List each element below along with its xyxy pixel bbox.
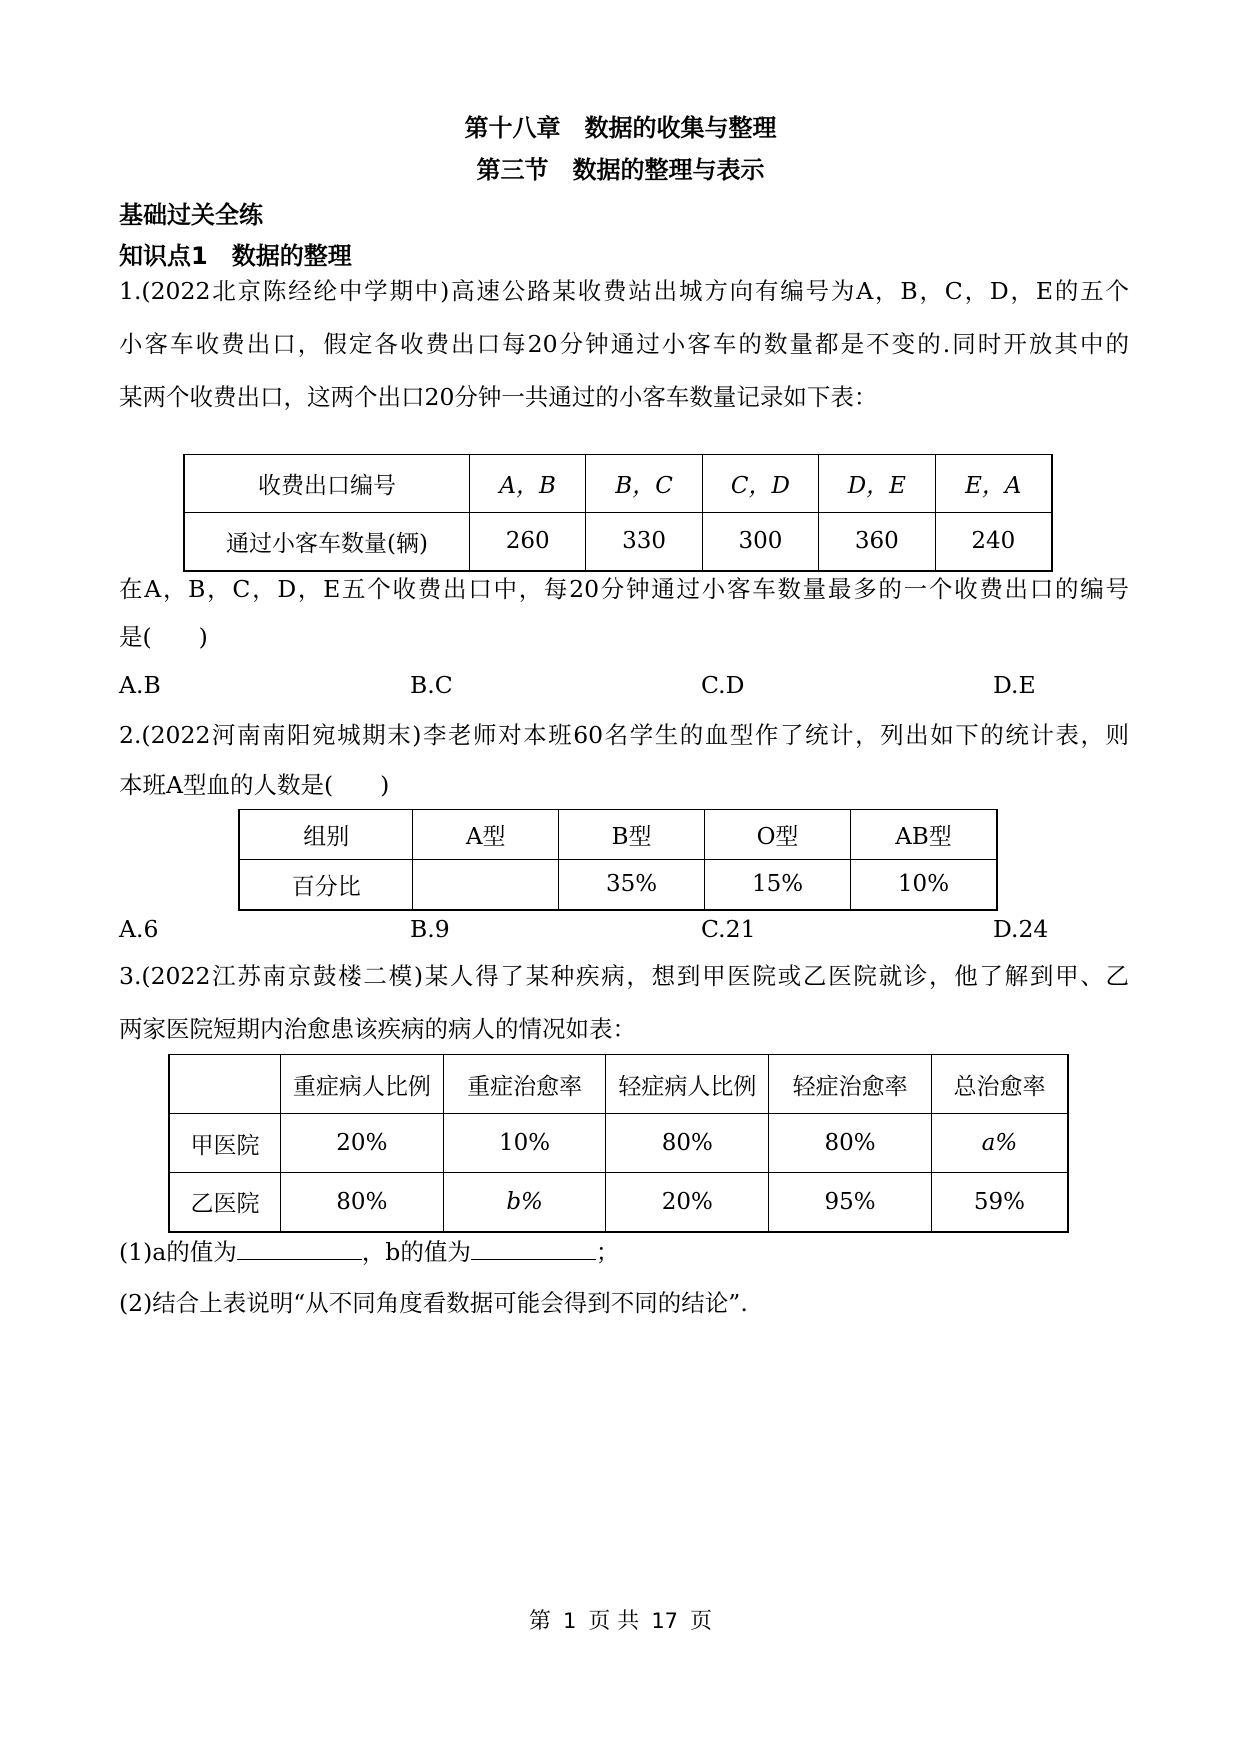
table-cell: A型: [413, 810, 559, 860]
question-1-line-1: 1.(2022北京陈经纶中学期中)高速公路某收费站出城方向有编号为A，B，C，D，E的五个: [119, 277, 1129, 305]
question-2-option-c[interactable]: C.21: [701, 915, 756, 943]
footer-prefix: 第: [528, 1609, 551, 1634]
table-cell: B，C: [586, 455, 702, 513]
table-row: [169, 1114, 1068, 1173]
table-cell: 15%: [705, 860, 851, 910]
question-2-line-1: 2.(2022河南南阳宛城期末)李老师对本班60名学生的血型作了统计，列出如下的统计表，则: [119, 721, 1129, 749]
question-2-option-d[interactable]: D.24: [993, 915, 1049, 943]
question-1-option-a[interactable]: A.B: [119, 671, 161, 699]
question-2-line-2: 本班A型血的人数是( ): [119, 771, 390, 799]
footer-page-number: 1: [562, 1609, 577, 1633]
question-1-prompt-line-1: 在A，B，C，D，E五个收费出口中，每20分钟通过小客车数量最多的一个收费出口的编号: [119, 575, 1129, 603]
table-row: [184, 513, 1052, 571]
answer-blank-a[interactable]: [237, 1237, 362, 1260]
question-1-line-2: 小客车收费出口，假定各收费出口每20分钟通过小客车的数量都是不变的.同时开放其中的: [119, 330, 1129, 358]
table-cell: 10%: [850, 860, 997, 910]
table-cell: 总治愈率: [931, 1055, 1068, 1114]
table-cell: 轻症病人比例: [606, 1055, 769, 1114]
table-cell: O型: [705, 810, 851, 860]
table-cell: 80%: [281, 1173, 444, 1232]
question-3-line-1: 3.(2022江苏南京鼓楼二模)某人得了某种疾病，想到甲医院或乙医院就诊，他了解到甲、乙: [119, 962, 1129, 990]
question-3-line-2: 两家医院短期内治愈患该疾病的病人的情况如表：: [119, 1015, 636, 1043]
table-cell: 重症治愈率: [443, 1055, 606, 1114]
question-1-line-3: 某两个收费出口，这两个出口20分钟一共通过的小客车数量记录如下表：: [119, 383, 878, 411]
table-cell: 20%: [606, 1173, 769, 1232]
question-1-prompt-line-2: 是( ): [119, 623, 208, 651]
table-cell: 330: [586, 513, 702, 571]
table-row: [169, 1173, 1068, 1232]
footer-total-pages: 17: [651, 1609, 679, 1633]
table-cell: 260: [469, 513, 585, 571]
table-cell: 35%: [559, 860, 705, 910]
table-cell: AB型: [850, 810, 997, 860]
table-cell: 百分比: [239, 860, 413, 910]
question-3-part-2: (2)结合上表说明“从不同角度看数据可能会得到不同的结论”.: [119, 1289, 748, 1317]
footer-suffix: 页: [690, 1609, 713, 1634]
part-1-label-a: (1)a的值为: [119, 1238, 237, 1266]
table-cell: B型: [559, 810, 705, 860]
knowledge-point-heading: 知识点1 数据的整理: [119, 242, 352, 270]
table-cell: 95%: [769, 1173, 932, 1232]
question-1-table: [183, 454, 1053, 572]
table-cell: 80%: [769, 1114, 932, 1173]
table-cell: [413, 860, 559, 910]
table-cell: b%: [443, 1173, 606, 1232]
question-2-option-b[interactable]: B.9: [410, 915, 450, 943]
table-cell: [169, 1055, 281, 1114]
part-1-end: ；: [595, 1238, 620, 1266]
footer-middle: 页 共: [588, 1609, 640, 1634]
exercise-set-heading: 基础过关全练: [119, 201, 263, 229]
question-2-stem: [119, 720, 1129, 823]
table-cell: E，A: [935, 455, 1052, 513]
table-row: [184, 455, 1052, 513]
table-cell: 20%: [281, 1114, 444, 1173]
question-1-option-d[interactable]: D.E: [993, 671, 1036, 699]
section-title: 第三节 数据的整理与表示: [476, 156, 765, 184]
answer-blank-b[interactable]: [471, 1237, 596, 1260]
table-row: [239, 860, 997, 910]
table-cell: 240: [935, 513, 1052, 571]
question-2-option-a[interactable]: A.6: [119, 915, 159, 943]
table-cell: 收费出口编号: [184, 455, 469, 513]
table-cell: 轻症治愈率: [769, 1055, 932, 1114]
table-cell: 重症病人比例: [281, 1055, 444, 1114]
chapter-title: 第十八章 数据的收集与整理: [464, 114, 777, 142]
table-row: [169, 1055, 1068, 1114]
table-cell: a%: [931, 1114, 1068, 1173]
table-cell: 360: [819, 513, 935, 571]
table-cell: 组别: [239, 810, 413, 860]
part-1-label-b: ，b的值为: [361, 1238, 471, 1266]
table-cell: 80%: [606, 1114, 769, 1173]
question-1-option-b[interactable]: B.C: [410, 671, 453, 699]
question-3-stem: [119, 961, 1129, 1067]
table-cell: 乙医院: [169, 1173, 281, 1232]
question-3-table: [168, 1054, 1069, 1233]
question-2-table: [238, 809, 998, 911]
question-1-option-c[interactable]: C.D: [701, 671, 745, 699]
question-1-stem: [119, 276, 1129, 435]
table-cell: A，B: [469, 455, 585, 513]
table-cell: 300: [702, 513, 818, 571]
table-cell: 甲医院: [169, 1114, 281, 1173]
table-row: [239, 810, 997, 860]
table-cell: C，D: [702, 455, 818, 513]
question-3-part-1: [119, 1237, 619, 1267]
table-cell: D，E: [819, 455, 935, 513]
table-cell: 10%: [443, 1114, 606, 1173]
question-1-prompt: [119, 574, 1129, 675]
table-cell: 59%: [931, 1173, 1068, 1232]
page-footer: [0, 1604, 1241, 1635]
table-cell: 通过小客车数量(辆): [184, 513, 469, 571]
